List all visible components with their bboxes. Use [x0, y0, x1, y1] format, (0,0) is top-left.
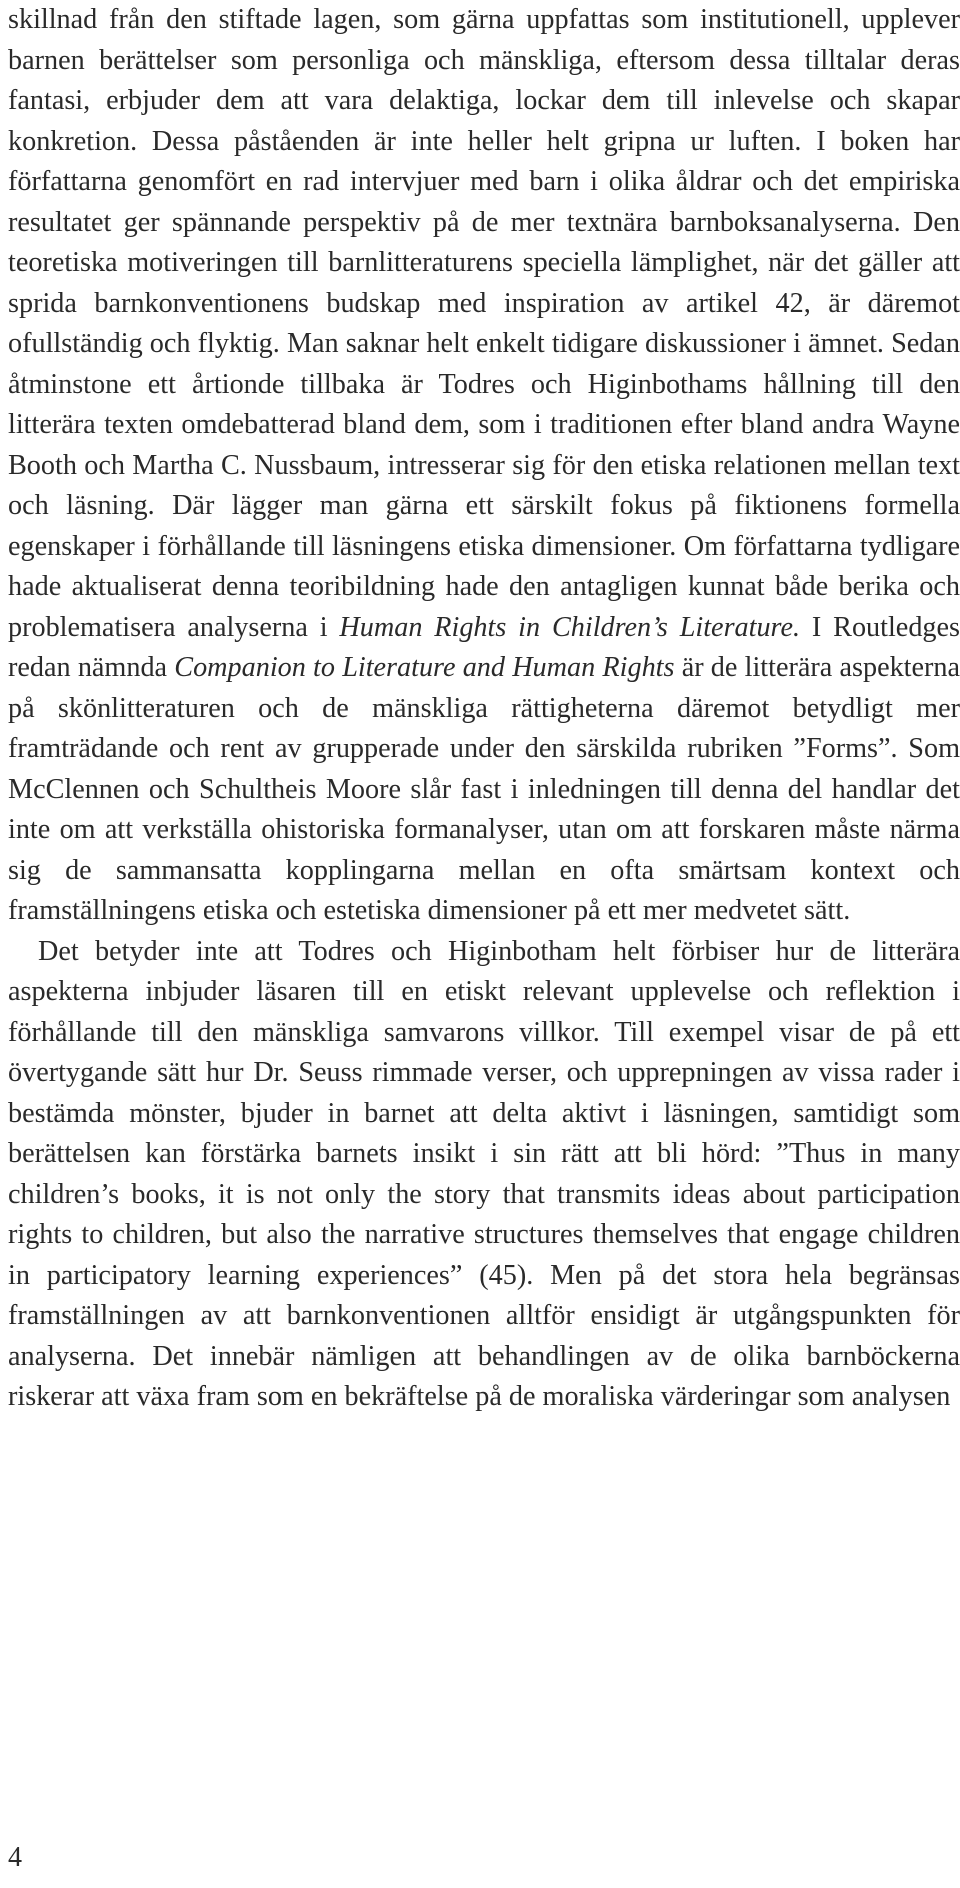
paragraph-text: är de litterära aspekterna på skönlitteraturen och de mänskliga rättigheterna däremot betydligt mer framträdande och rent av grupperade under den särskilda rubriken ”Forms”. Som McClennen och Schultheis Moore slår fast i inledningen till denna del handlar det inte om att verkställa ohistoriska formanalyser, utan om att forskaren måste närma sig de sammansatta kopplingarna mellan en ofta smärtsam kontext och framställningens etiska och estetiska dimensioner på ett mer medvetet sätt.: [8, 652, 960, 926]
page-body: [8, 0, 960, 1418]
book-title-human-rights-in-childrens-literature: Human Rights in Children’s Literature.: [339, 611, 801, 643]
paragraph: Det betyder inte att Todres och Higinbotham helt förbiser hur de litterära aspekterna inbjuder läsaren till en etiskt relevant upplevelse och reflektion i förhållande till den mänskliga samvarons villkor. Till exempel visar de på ett övertygande sätt hur Dr. Seuss rimmade verser, och upprepningen av vissa rader i bestämda mönster, bjuder in barnet att delta aktivt i läsningen, samtidigt som berättelsen kan förstärka barnets insikt i sin rätt att bli hörd: ”Thus in many children’s books, it is not only the story that transmits ideas about participation rights to children, but also the narrative structures themselves that engage children in participatory learning experiences” (45). Men på det stora hela begränsas framställningen av att barnkonventionen alltför ensidigt är utgångspunkten för analyserna. Det innebär nämligen att behandlingen av de olika barnböckerna riskerar att växa fram som en bekräftelse på de moraliska värderingar som analysen: [8, 935, 960, 1412]
paragraph-text: I Routledges redan nämnda: [8, 611, 960, 683]
paragraph-continuation: [8, 0, 960, 932]
paragraph-text: skillnad från den stiftade lagen, som gärna uppfattas som institutionell, upplever barnen berättelser som personliga och mänskliga, eftersom dessa tilltalar deras fantasi, erbjuder dem att vara delaktiga, lockar dem till inlevelse och skapar konkretion. Dessa påståenden är inte heller helt gripna ur luften. I boken har författarna genomfört en rad intervjuer med barn i olika åldrar och det empiriska resultatet ger spännande perspektiv på de mer textnära barnboksanalyserna. Den teoretiska motiveringen till barnlitteraturens speciella lämplighet, när det gäller att sprida barnkonventionens budskap med inspiration av artikel 42, är däremot ofullständig och flyktig. Man saknar helt enkelt tidigare diskussioner i ämnet. Sedan åtminstone ett årtionde tillbaka är Todres och Higinbothams hållning till den litterära texten omdebatterad bland dem, som i traditionen efter bland andra Wayne Booth och Martha C. Nussbaum, intresserar sig för den etiska relationen mellan text och läsning. Där lägger man gärna ett särskilt fokus på fiktionens formella egenskaper i förhållande till läsningens etiska dimensioner. Om författarna tydligare hade aktualiserat denna teoribildning hade den antagligen kunnat både berika och problematisera analyserna i: [8, 4, 960, 643]
page-number: 4: [8, 1842, 22, 1873]
book-title-companion-to-literature: Companion to Literature and Human Rights: [174, 652, 675, 683]
